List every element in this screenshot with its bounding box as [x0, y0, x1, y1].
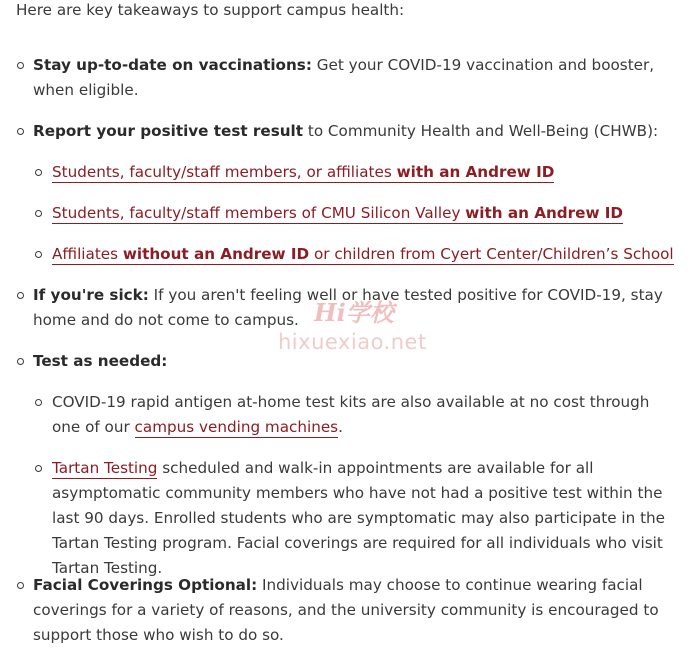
item-text: COVID-19 rapid antigen at-home test kits are also available at no cost through one of our [52, 393, 650, 436]
circle-bullet-icon [35, 169, 42, 176]
item-text: If you aren't feeling well or have tested positive for COVID-19, stay home and do not come to campus. [33, 286, 663, 329]
list-item-report-no-andrew [52, 242, 692, 267]
circle-bullet-icon [35, 465, 42, 472]
watermark-url: hixuexiao.net [278, 330, 427, 354]
report-link-silicon-valley[interactable]: Students, faculty/staff members of CMU Silicon Valley with an Andrew ID [52, 204, 624, 222]
list-item-report-andrew [52, 160, 692, 185]
circle-bullet-icon [17, 292, 24, 299]
item-text: to Community Health and Well-Being (CHWB): [303, 122, 659, 140]
list-item-report [33, 119, 685, 144]
tartan-testing-link[interactable]: Tartan Testing [52, 459, 158, 477]
list-item-facial-coverings [33, 573, 685, 648]
report-link-andrew-id[interactable]: Students, faculty/staff members, or affiliates with an Andrew ID [52, 163, 555, 181]
vending-machines-link[interactable]: campus vending machines [134, 418, 339, 436]
item-text: scheduled and walk-in appointments are available for all asymptomatic community members who have not had a positive test within the last 90 days. Enrolled students who are symptomatic may also participate in the Tartan Testing program. Facial coverings are required for all individuals who visit Tartan Testing. [52, 459, 666, 577]
circle-bullet-icon [17, 128, 24, 135]
circle-bullet-icon [35, 251, 42, 258]
circle-bullet-icon [35, 399, 42, 406]
circle-bullet-icon [17, 582, 24, 589]
item-text: Get your COVID-19 vaccination and booster, when eligible. [33, 56, 655, 99]
report-link-without-andrew-id[interactable]: Affiliates without an Andrew ID or children from Cyert Center/Children’s School [52, 245, 674, 263]
intro-text: Here are key takeaways to support campus health: [16, 1, 405, 19]
list-item-test [33, 349, 685, 374]
item-heading: If you're sick: [33, 286, 149, 304]
list-item-report-silicon-valley [52, 201, 692, 226]
list-item-vaccinations [33, 53, 685, 103]
watermark-logo: Hi学校 [314, 298, 394, 327]
circle-bullet-icon [17, 358, 24, 365]
list-item-sick [33, 283, 685, 333]
circle-bullet-icon [35, 210, 42, 217]
item-heading: Facial Coverings Optional: [33, 576, 258, 594]
list-item-tartan-testing [52, 456, 677, 581]
item-text: Individuals may choose to continue wearing facial coverings for a variety of reasons, and the university community is encouraged to support those who wish to do so. [33, 576, 659, 644]
item-heading: Report your positive test result [33, 122, 304, 140]
item-heading: Stay up-to-date on vaccinations: [33, 56, 312, 74]
circle-bullet-icon [17, 62, 24, 69]
list-item-test-kits: COVID-19 rapid antigen at-home test kits are also available at no cost through one of our campus vending machines. [52, 390, 677, 440]
item-heading: Test as needed: [33, 352, 168, 370]
